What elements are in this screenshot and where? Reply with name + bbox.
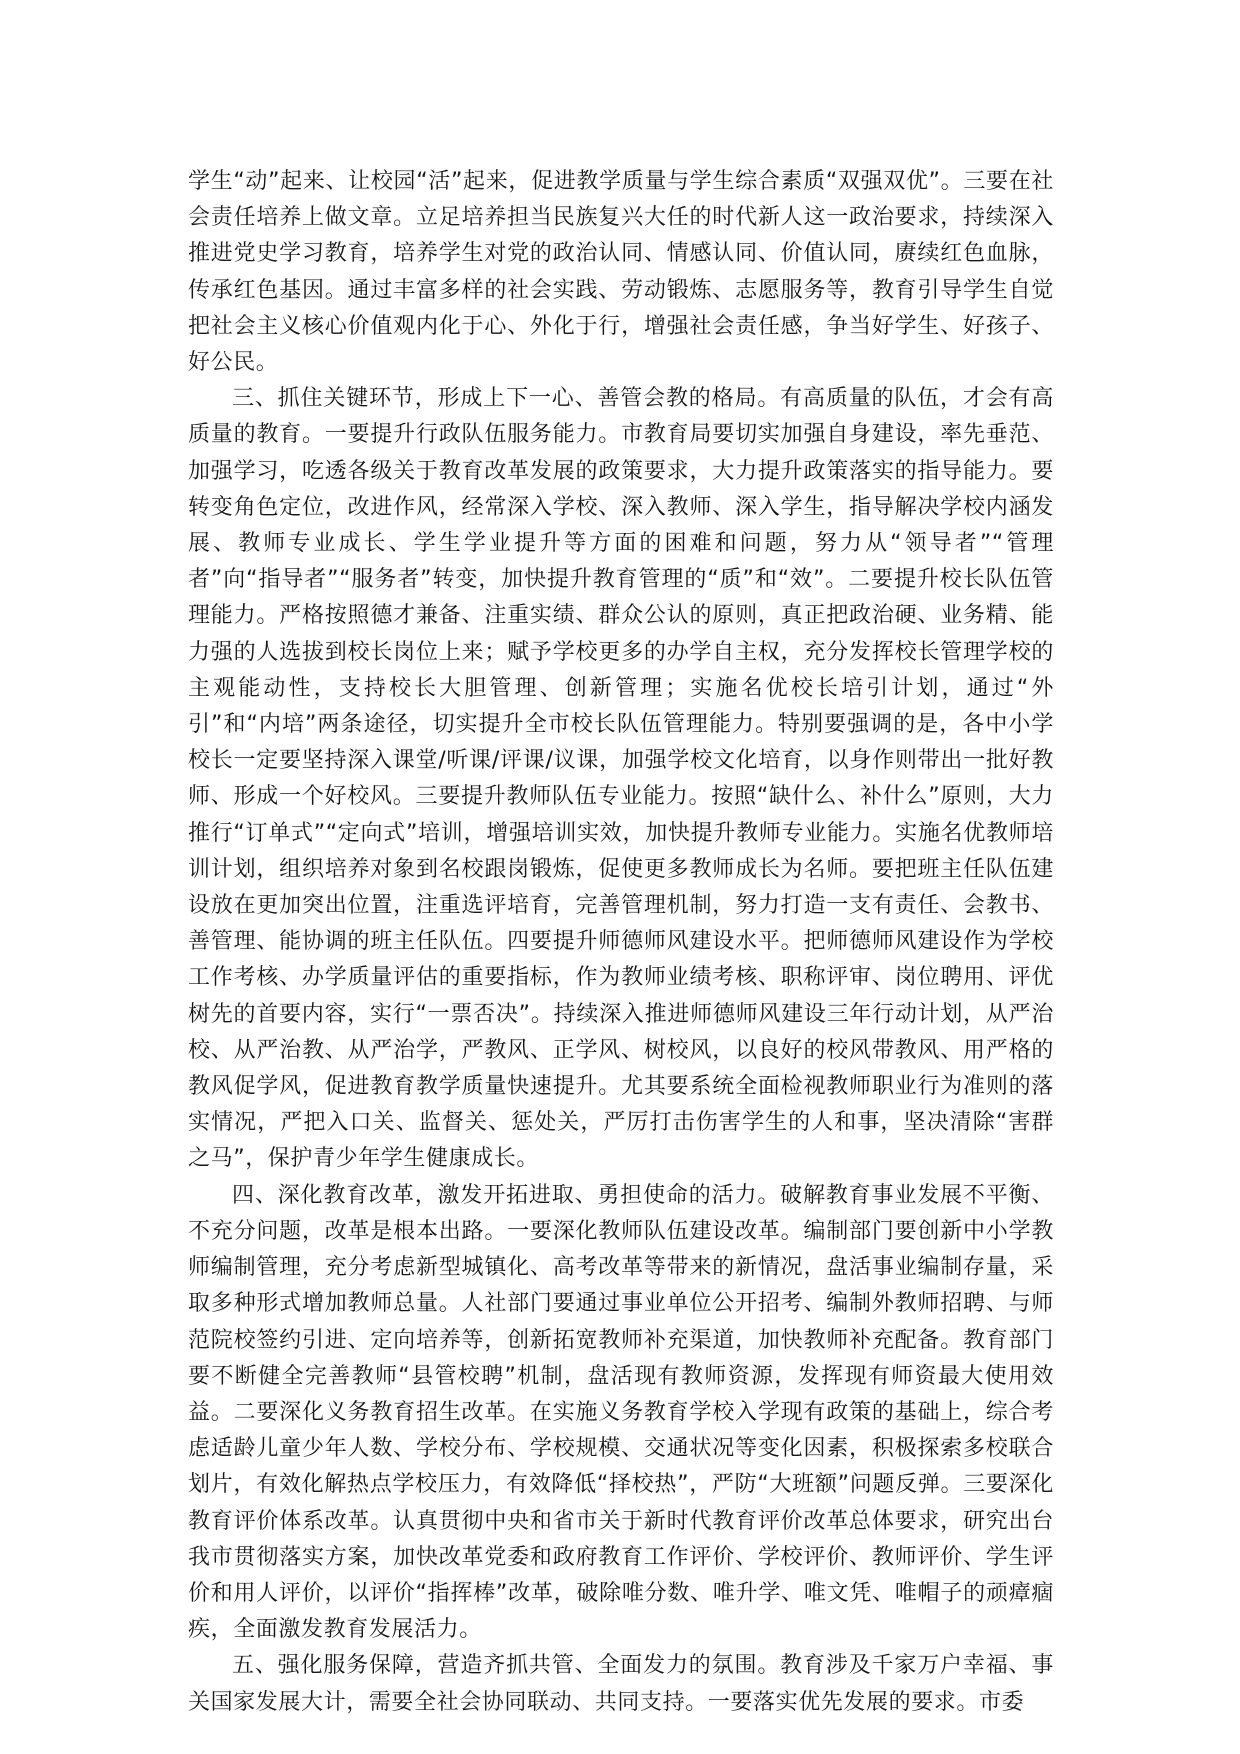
paragraph-section-four: 四、深化教育改革，激发开拓进取、勇担使命的活力。破解教育事业发展不平衡、不充分问题，改革是根本出路。一要深化教师队伍建设改革。编制部门要创新中小学教师编制管理，充分考虑新型城镇化、高考改革等带来的新情况，盘活事业编制存量，采取多种形式增加教师总量。人社部门要通过事业单位公开招考、编制外教师招聘、与师范院校签约引进、定向培养等，创新拓宽教师补充渠道，加快教师补充配备。教育部门要不断健全完善教师“县管校聘”机制，盘活现有教师资源，发挥现有师资最大使用效益。二要深化义务教育招生改革。在实施义务教育学校入学现有政策的基础上，综合考虑适龄儿童少年人数、学校分布、学校规模、交通状况等变化因素，积极探索多校联合划片，有效化解热点学校压力，有效降低“择校热”，严防“大班额”问题反弹。三要深化教育评价体系改革。认真贯彻中央和省市关于新时代教育评价改革总体要求，研究出台我市贯彻落实方案，加快改革党委和政府教育工作评价、学校评价、教师评价、学生评价和用人评价，以评价“指挥棒”改革，破除唯分数、唯升学、唯文凭、唯帽子的顽瘴痼疾，全面激发教育发展活力。 [188, 1182, 1054, 1643]
paragraph-continuation: 学生“动”起来、让校园“活”起来，促进教学质量与学生综合素质“双强双优”。三要在社会责任培养上做文章。立足培养担当民族复兴大任的时代新人这一政治要求，持续深入推进党史学习教育，培养学生对党的政治认同、情感认同、价值认同，赓续红色血脉，传承红色基因。通过丰富多样的社会实践、劳动锻炼、志愿服务等，教育引导学生自觉把社会主义核心价值观内化于心、外化于行，增强社会责任感，争当好学生、好孩子、好公民。 [188, 169, 1054, 376]
paragraph-section-three: 三、抓住关键环节，形成上下一心、善管会教的格局。有高质量的队伍，才会有高质量的教育。一要提升行政队伍服务能力。市教育局要切实加强自身建设，率先垂范、加强学习，吃透各级关于教育改革发展的政策要求，大力提升政策落实的指导能力。要转变角色定位，改进作风，经常深入学校、深入教师、深入学生，指导解决学校内涵发展、教师专业成长、学生学业提升等方面的困难和问题，努力从“领导者”“管理者”向“指导者”“服务者”转变，加快提升教育管理的“质”和“效”。二要提升校长队伍管理能力。严格按照德才兼备、注重实绩、群众公认的原则，真正把政治硬、业务精、能力强的人选拔到校长岗位上来；赋予学校更多的办学自主权，充分发挥校长管理学校的主观能动性，支持校长大胆管理、创新管理；实施名优校长培引计划，通过“外引”和“内培”两条途径，切实提升全市校长队伍管理能力。特别要强调的是，各中小学校长一定要坚持深入课堂/听课/评课/议课，加强学校文化培育，以身作则带出一批好教师、形成一个好校风。三要提升教师队伍专业能力。按照“缺什么、补什么”原则，大力推行“订单式”“定向式”培训，增强培训实效，加快提升教师专业能力。实施名优教师培训计划，组织培养对象到名校跟岗锻炼，促使更多教师成长为名师。要把班主任队伍建设放在更加突出位置，注重选评培育，完善管理机制，努力打造一支有责任、会教书、善管理、能协调的班主任队伍。四要提升师德师风建设水平。把师德师风建设作为学校工作考核、办学质量评估的重要指标，作为教师业绩考核、职称评审、岗位聘用、评优树先的首要内容，实行“一票否决”。持续深入推进师德师风建设三年行动计划，从严治校、从严治教、从严治学，严教风、正学风、树校风，以良好的校风带教风、用严格的教风促学风，促进教育教学质量快速提升。尤其要系统全面检视教师职业行为准则的落实情况，严把入口关、监督关、惩处关，严厉打击伤害学生的人和事，坚决清除“害群之马”，保护青少年学生健康成长。 [188, 386, 1054, 1172]
paragraph-section-five: 五、强化服务保障，营造齐抓共管、全面发力的氛围。教育涉及千家万户幸福、事关国家发展大计，需要全社会协同联动、共同支持。一要落实优先发展的要求。市委 [188, 1653, 1054, 1715]
document-body [188, 164, 1054, 1721]
